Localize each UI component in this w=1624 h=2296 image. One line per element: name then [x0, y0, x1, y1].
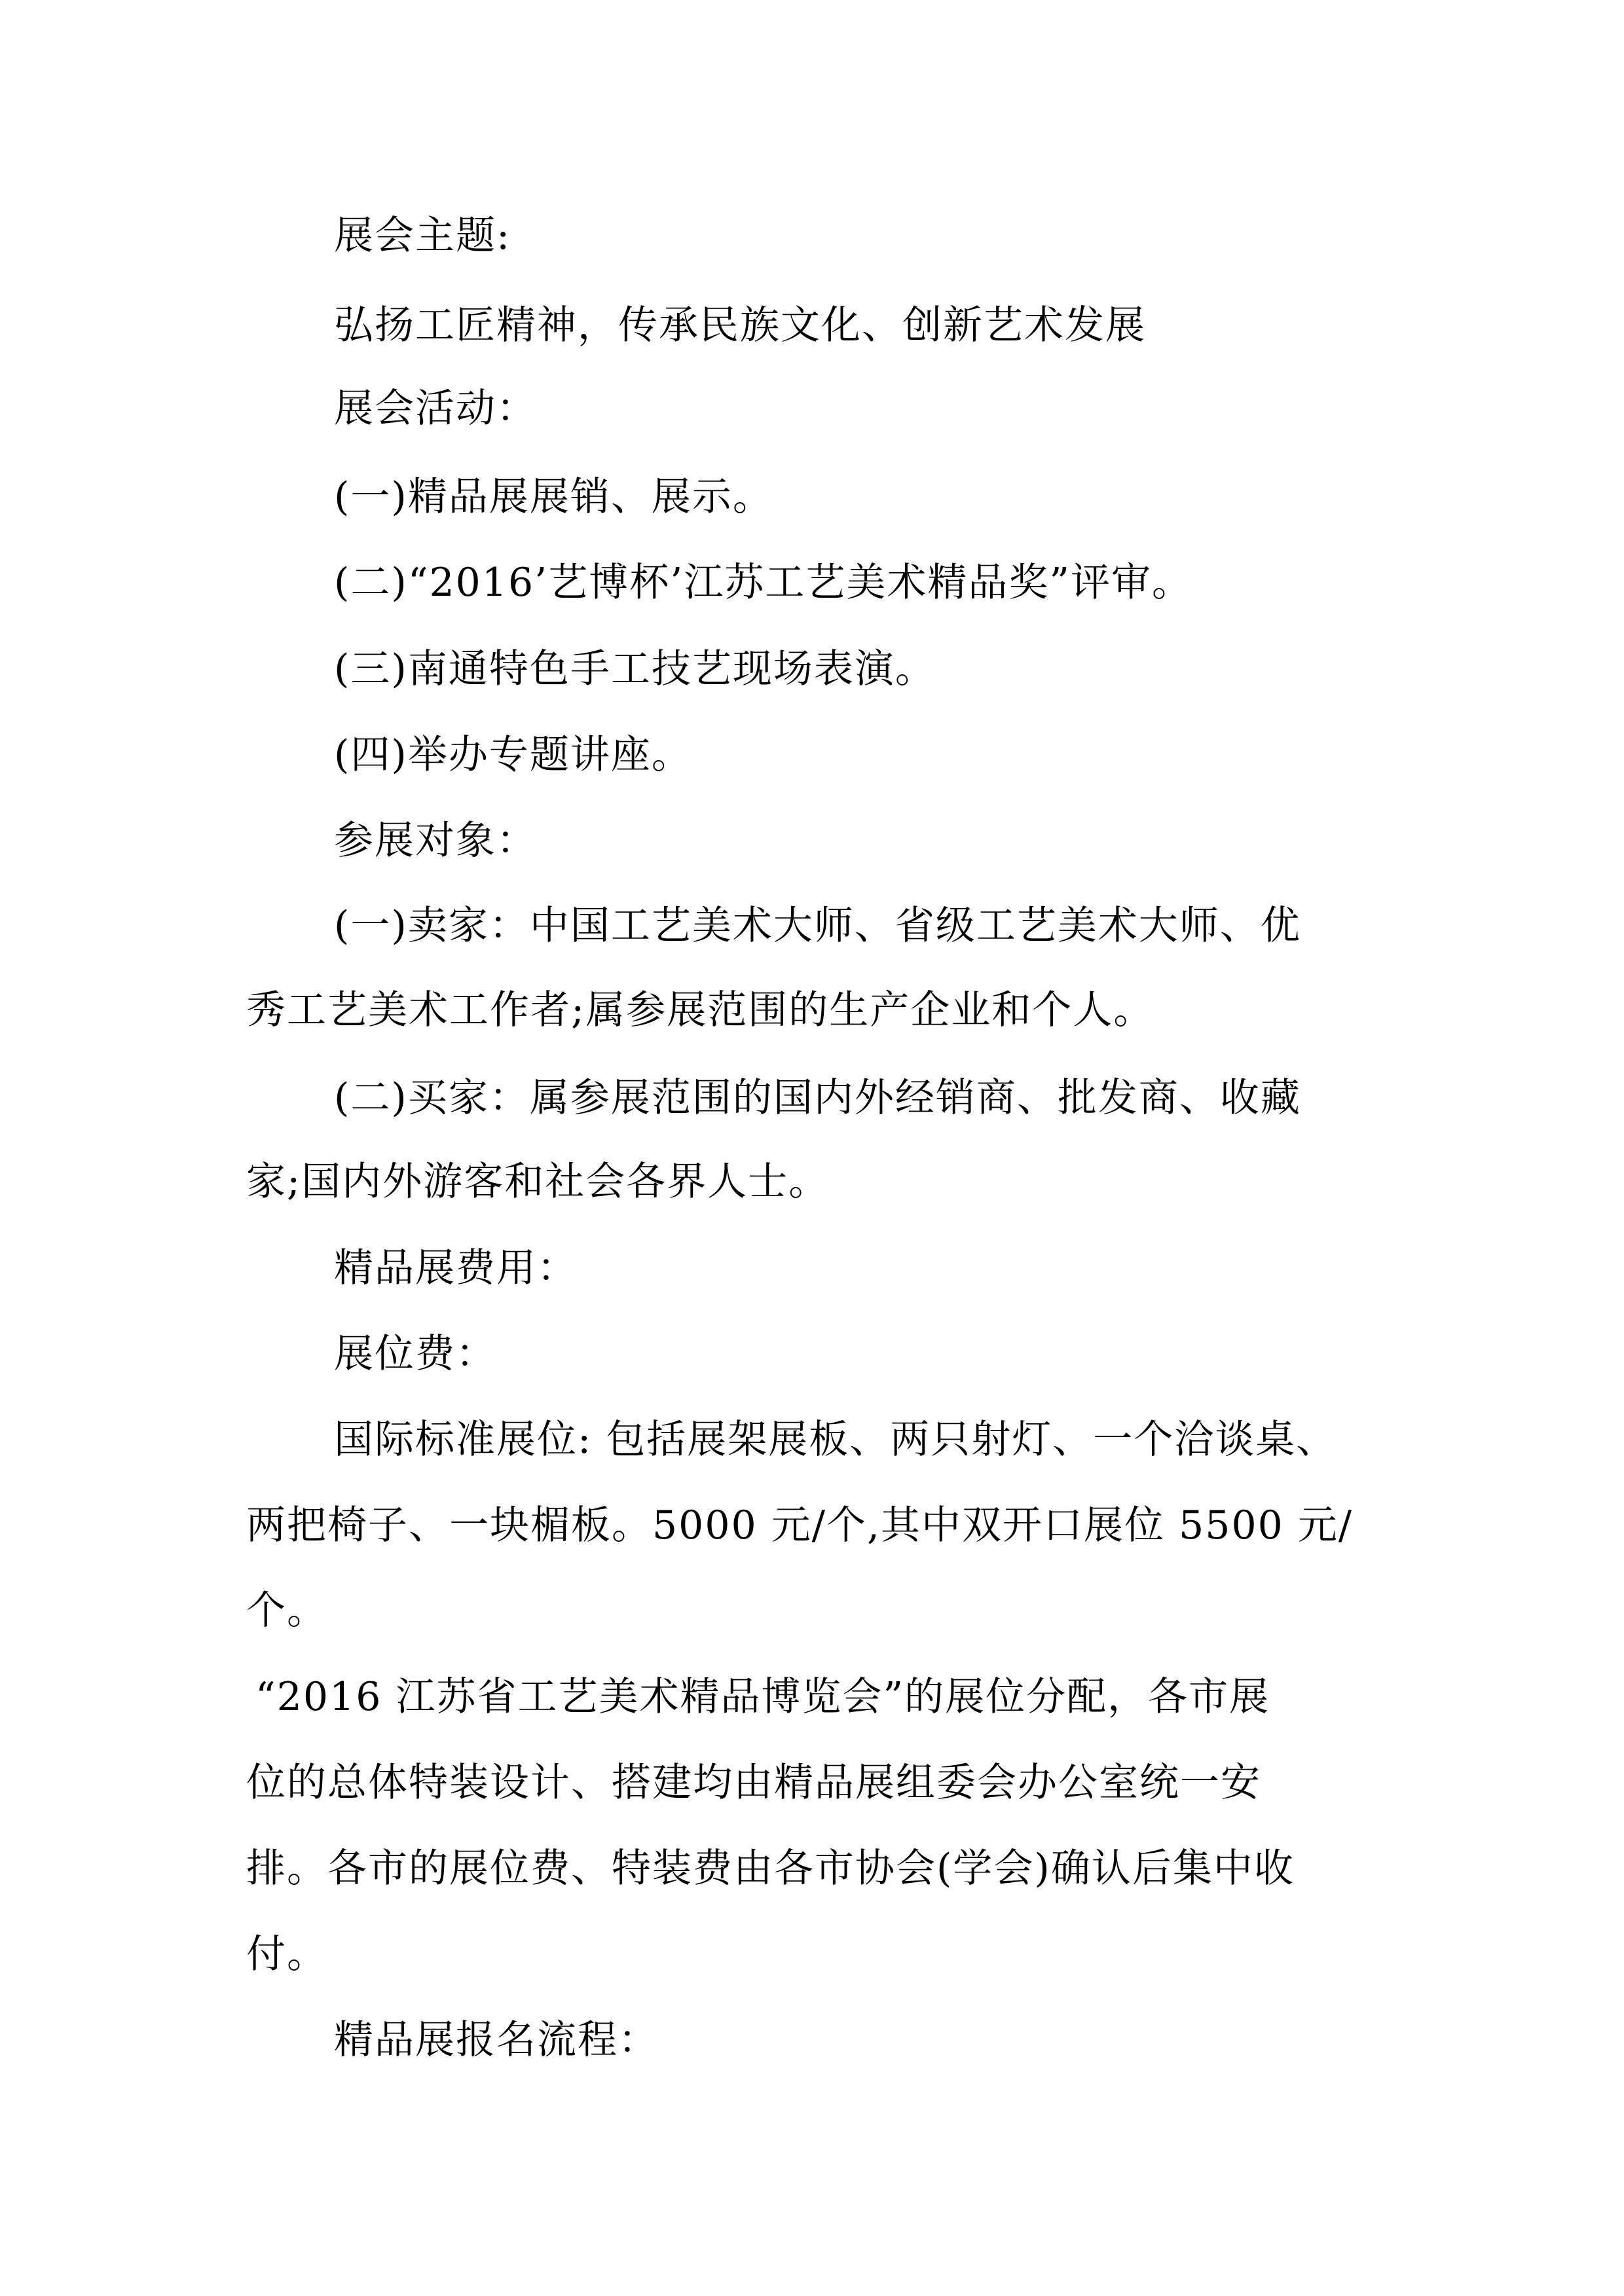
allocation-line-1: “2016 江苏省工艺美术精品博览会”的展位分配，各市展	[255, 1674, 1270, 1720]
participant-buyers-line-2: 家;国内外游客和社会各界人士。	[246, 1159, 830, 1205]
participant-buyers-line-1: (二)买家：属参展范围的国内外经销商、批发商、收藏	[334, 1075, 1301, 1121]
heading-booth-fee: 展位费：	[334, 1331, 496, 1377]
participant-sellers-line-1: (一)卖家：中国工艺美术大师、省级工艺美术大师、优	[334, 903, 1301, 949]
heading-participants: 参展对象：	[334, 818, 537, 864]
activity-item-4: (四)举办专题讲座。	[334, 732, 692, 778]
participant-sellers-line-2: 秀工艺美术工作者;属参展范围的生产企业和个人。	[246, 987, 1154, 1033]
allocation-line-3: 排。各市的展位费、特装费由各市协会(学会)确认后集中收	[246, 1846, 1295, 1891]
heading-fees: 精品展费用：	[334, 1245, 578, 1291]
allocation-line-2: 位的总体特装设计、搭建均由精品展组委会办公室统一安	[246, 1760, 1261, 1806]
booth-fee-line-3: 个。	[246, 1588, 327, 1633]
theme-text: 弘扬工匠精神，传承民族文化、创新艺术发展	[334, 302, 1146, 348]
booth-fee-line-1: 国际标准展位: 包括展架展板、两只射灯、一个洽谈桌、	[334, 1417, 1337, 1463]
allocation-line-4: 付。	[246, 1931, 327, 1977]
heading-exhibition-theme: 展会主题:	[334, 213, 511, 259]
activity-item-1: (一)精品展展销、展示。	[334, 474, 773, 520]
heading-registration-process: 精品展报名流程：	[334, 2017, 659, 2063]
booth-fee-line-2: 两把椅子、一块楣板。5000 元/个,其中双开口展位 5500 元/	[246, 1503, 1354, 1548]
activity-item-2: (二)“2016’艺博杯’江苏工艺美术精品奖”评审。	[334, 560, 1193, 606]
heading-exhibition-activities: 展会活动：	[334, 386, 537, 431]
activity-item-3: (三)南通特色手工技艺现场表演。	[334, 646, 936, 692]
